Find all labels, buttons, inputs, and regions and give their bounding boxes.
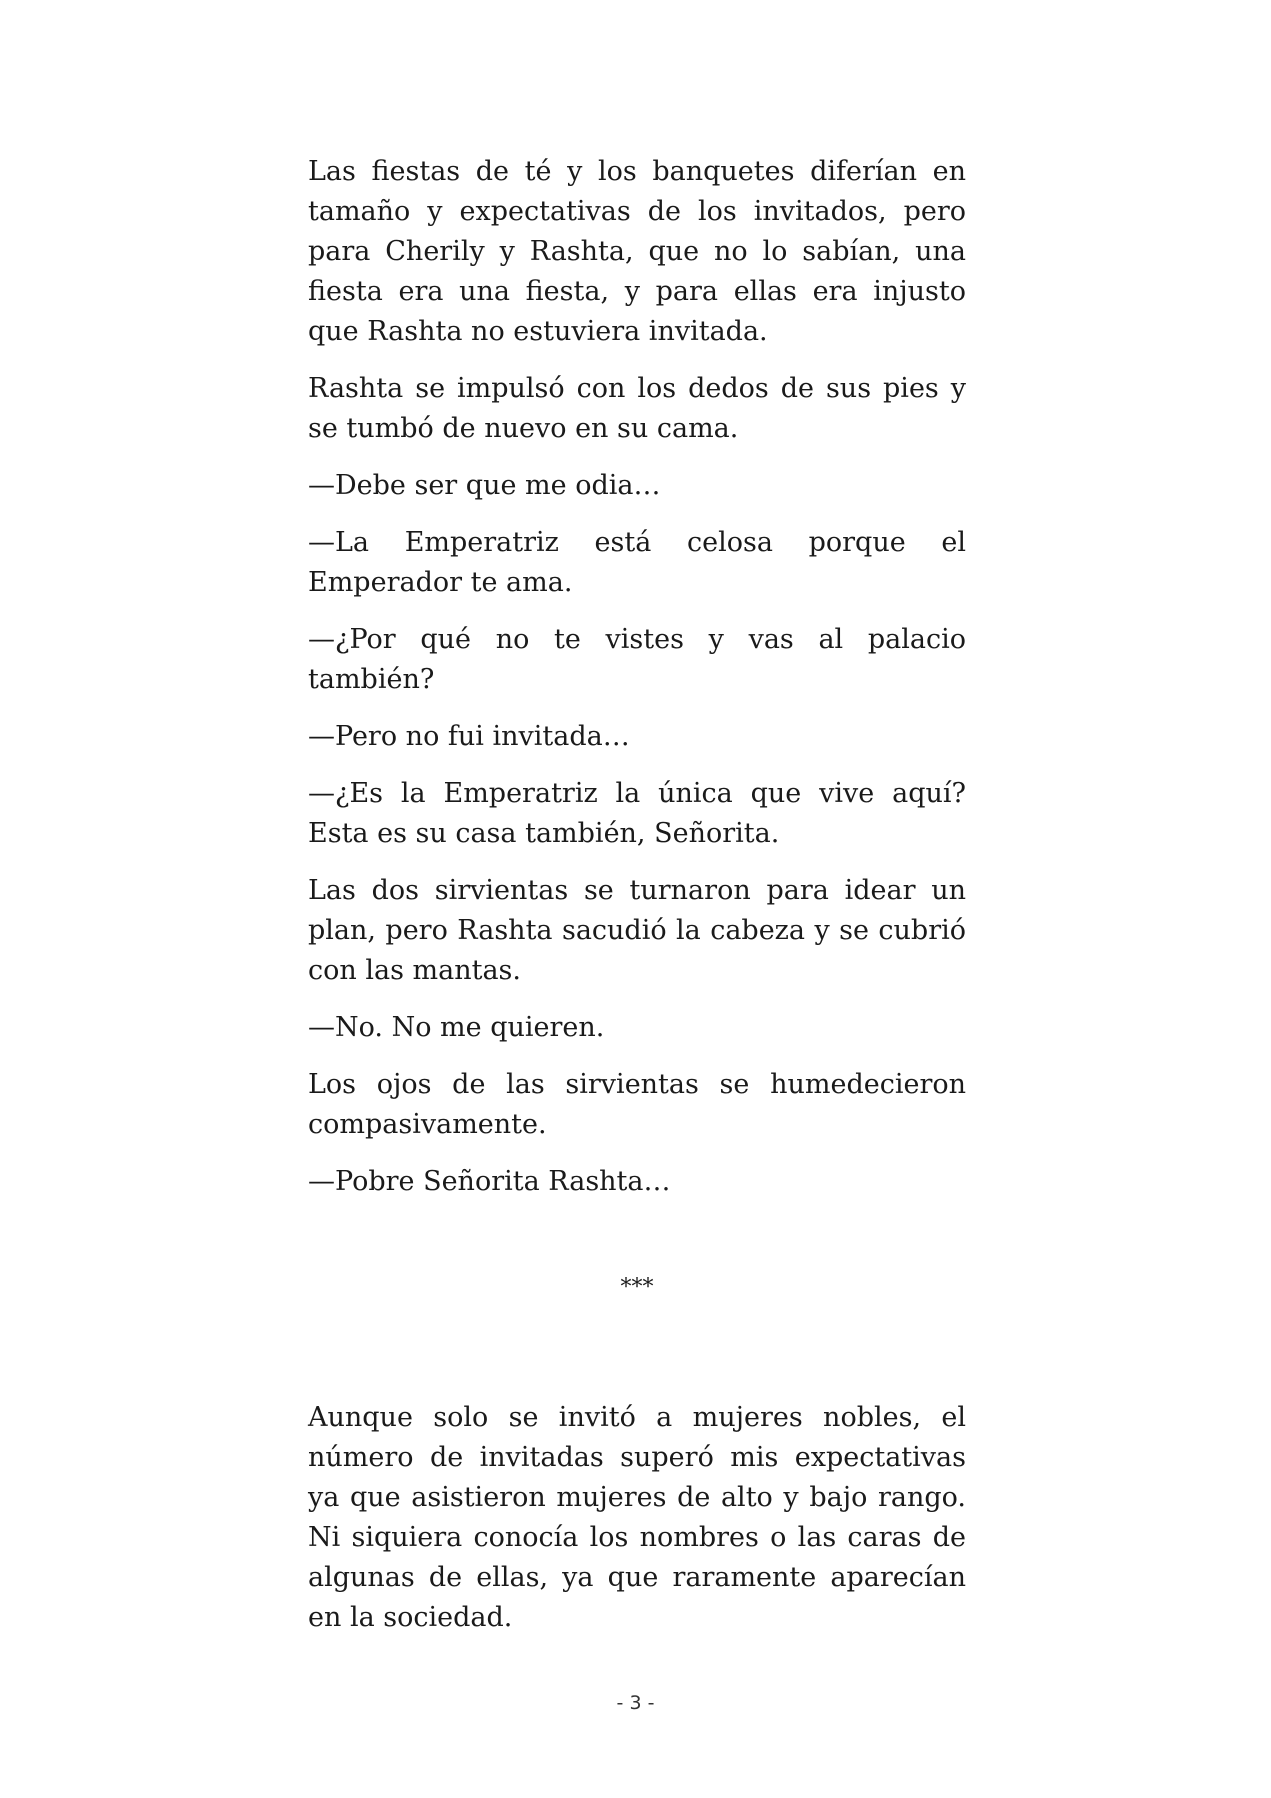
- page-number: - 3 -: [616, 1692, 655, 1714]
- paragraph: Aunque solo se invitó a mujeres nobles, el número de invitadas superó mis expectativas ya que asistieron mujeres de alto y bajo rango. Ni siquiera conocía los nombres o las caras de algunas de ellas, ya que raramente aparecían en la sociedad.: [308, 1402, 966, 1633]
- text-column: [308, 152, 966, 1655]
- dialogue-line: —¿Es la Emperatriz la única que vive aquí? Esta es su casa también, Señorita.: [308, 778, 966, 849]
- paragraph: Las fiestas de té y los banquetes diferían en tamaño y expectativas de los invitados, pero para Cherily y Rashta, que no lo sabían, una fiesta era una fiesta, y para ellas era injusto que Rashta no estuviera invitada.: [308, 156, 966, 347]
- dialogue-line: —Debe ser que me odia…: [308, 470, 661, 501]
- dialogue-line: —No. No me quieren.: [308, 1012, 605, 1043]
- scene-separator: ***: [620, 1275, 654, 1300]
- paragraph: Los ojos de las sirvientas se humedecieron compasivamente.: [308, 1069, 966, 1140]
- dialogue-line: —Pero no fui invitada…: [308, 721, 630, 752]
- dialogue-line: —Pobre Señorita Rashta…: [308, 1166, 671, 1197]
- paragraph: Las dos sirvientas se turnaron para idear un plan, pero Rashta sacudió la cabeza y se cubrió con las mantas.: [308, 875, 966, 986]
- dialogue-line: —La Emperatriz está celosa porque el Emperador te ama.: [308, 527, 966, 598]
- dialogue-line: —¿Por qué no te vistes y vas al palacio también?: [308, 624, 966, 695]
- paragraph: Rashta se impulsó con los dedos de sus pies y se tumbó de nuevo en su cama.: [308, 373, 966, 444]
